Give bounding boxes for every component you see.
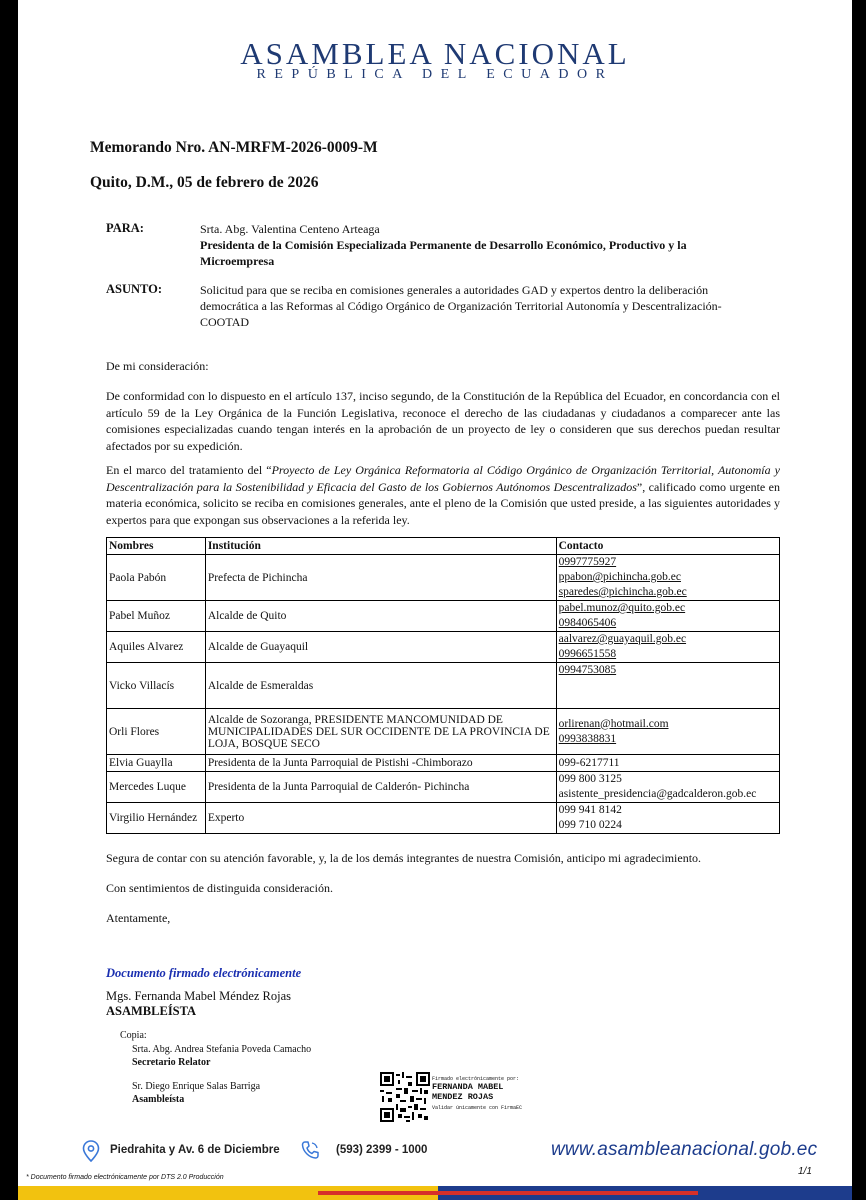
table-row bbox=[107, 755, 780, 772]
cell-institution: Alcalde de Guayaquil bbox=[205, 632, 556, 663]
copy-role: Asambleísta bbox=[132, 1094, 185, 1105]
cell-institution: Prefecta de Pichincha bbox=[205, 555, 556, 601]
copy-name: Srta. Abg. Andrea Stefania Poveda Camacho bbox=[132, 1044, 312, 1055]
cell-institution: Alcalde de Quito bbox=[205, 601, 556, 632]
table-row bbox=[107, 709, 780, 755]
phone-svg bbox=[300, 1140, 320, 1160]
copy-1 bbox=[132, 1043, 311, 1069]
memo-number: Memorando Nro. AN-MRFM-2026-0009-M bbox=[90, 139, 378, 156]
table-row bbox=[107, 555, 780, 601]
cell-name: Paola Pabón bbox=[107, 555, 206, 601]
contact-email-link[interactable]: ppabon@pichincha.gob.ec bbox=[558, 571, 681, 583]
contact-email-link[interactable]: sparedes@pichincha.gob.ec bbox=[558, 586, 687, 598]
closing-1: Segura de contar con su atención favorable, y, la de los demás integrantes de nuestra Comisión, anticipo mi agradecimiento. bbox=[106, 851, 702, 865]
stamp-line-3: MENDEZ ROJAS bbox=[432, 1092, 494, 1102]
copy-role: Secretario Relator bbox=[132, 1057, 211, 1068]
footer-note: * Documento firmado electrónicamente por DTS 2.0 Producción bbox=[26, 1174, 224, 1181]
cell-institution: Alcalde de Sozoranga, PRESIDENTE MANCOMUNIDAD DE MUNICIPALIDADES DEL SUR OCCIDENTE DE LA PROVINCIA DE LOJA, BOSQUE SECO bbox=[205, 709, 556, 755]
contact-email: asistente_presidencia@gadcalderon.gob.ec bbox=[558, 788, 757, 800]
recipient-name: Srta. Abg. Valentina Centeno Arteaga bbox=[200, 222, 380, 236]
contact-phone[interactable]: 0993838831 bbox=[558, 732, 617, 745]
contact-phone: 099 710 0224 bbox=[558, 819, 622, 831]
cell-contact bbox=[556, 601, 779, 632]
contact-email-link[interactable]: aalvarez@guayaquil.gob.ec bbox=[558, 633, 687, 645]
contact-phone: 099 800 3125 bbox=[558, 773, 622, 785]
cell-name: Mercedes Luque bbox=[107, 772, 206, 803]
footer-color-band bbox=[18, 1186, 852, 1200]
paragraph-1: De conformidad con lo dispuesto en el artículo 137, inciso segundo, de la Constitución de la República del Ecuador, en concordancia con el artículo 59 de la Ley Orgánica de la Función Legislativa, reconoce el derecho de las ciudadanas y ciudadanos a comparecer ante las comisiones especializadas cuando tengan interés en la aprobación de un proyecto de ley o consideren que sus derechos puedan resultar afectados por su expedición. bbox=[106, 389, 780, 453]
cell-contact bbox=[556, 709, 779, 755]
header-contact: Contacto bbox=[556, 538, 779, 555]
phone-icon bbox=[300, 1140, 320, 1165]
table-row bbox=[107, 772, 780, 803]
copy-2 bbox=[132, 1080, 260, 1106]
cell-institution: Presidenta de la Junta Parroquial de Calderón- Pichincha bbox=[205, 772, 556, 803]
paragraph-2-before: En el marco del tratamiento del “ bbox=[106, 463, 272, 477]
cell-name: Orli Flores bbox=[107, 709, 206, 755]
cell-contact bbox=[556, 632, 779, 663]
cell-institution: Experto bbox=[205, 803, 556, 834]
contact-email-link[interactable]: orlirenan@hotmail.com bbox=[558, 717, 669, 730]
footer-phone: (593) 2399 - 1000 bbox=[336, 1144, 428, 1156]
table-row bbox=[107, 803, 780, 834]
stamp-line-2: FERNANDA MABEL bbox=[432, 1082, 504, 1092]
closing-2: Con sentimientos de distinguida consideración. bbox=[106, 881, 333, 895]
logo-subtitle: REPÚBLICA DEL ECUADOR bbox=[256, 67, 614, 82]
paragraph-2 bbox=[106, 462, 780, 528]
contact-phone[interactable]: 0997775927 bbox=[558, 556, 617, 568]
asunto-label: ASUNTO: bbox=[106, 282, 163, 296]
recipient-role: Presidenta de la Comisión Especializada Permanente de Desarrollo Económico, Productivo y la Microempresa bbox=[200, 238, 687, 268]
document-page bbox=[18, 0, 852, 1200]
contact-phone: 099 941 8142 bbox=[558, 804, 622, 816]
footer-address: Piedrahita y Av. 6 de Diciembre bbox=[110, 1144, 280, 1156]
stamp-line-1: Firmado electrónicamente por: bbox=[432, 1076, 520, 1082]
cell-contact bbox=[556, 772, 779, 803]
signer-role: ASAMBLEÍSTA bbox=[106, 1004, 197, 1018]
contact-phone: 099-6217711 bbox=[558, 756, 620, 769]
header-names: Nombres bbox=[107, 538, 206, 555]
bill-title: Proyecto de Ley Orgánica Reformatoria al Código Orgánico de Organización Territorial, Autonomía y Descentralización para la Sostenibilidad y Eficacia del Gasto de los Gobiernos Autónomos Descentralizados bbox=[106, 463, 781, 494]
cell-contact bbox=[556, 803, 779, 834]
date-line: Quito, D.M., 05 de febrero de 2026 bbox=[90, 174, 319, 191]
qr-code-graphic bbox=[380, 1072, 430, 1122]
asunto-text: Solicitud para que se reciba en comisiones generales a autoridades GAD y expertos dentro la deliberación democrática a las Reformas al Código Orgánico de Organización Territorial Autonomía y Descentralización-COOTAD bbox=[200, 283, 722, 329]
cell-contact bbox=[556, 755, 779, 772]
cell-name: Virgilio Hernández bbox=[107, 803, 206, 834]
logo-title: ASAMBLEA NACIONAL bbox=[240, 36, 630, 71]
cell-contact bbox=[556, 555, 779, 601]
footer-band-red bbox=[318, 1191, 698, 1195]
cell-institution: Presidenta de la Junta Parroquial de Pistishi -Chimborazo bbox=[205, 755, 556, 772]
signed-electronically-note: Documento firmado electrónicamente bbox=[106, 966, 302, 980]
contact-phone[interactable]: 0996651558 bbox=[558, 648, 617, 660]
table-row bbox=[107, 601, 780, 632]
location-pin-icon bbox=[82, 1140, 100, 1167]
guests-table bbox=[106, 537, 780, 834]
cell-institution: Alcalde de Esmeraldas bbox=[205, 663, 556, 709]
cell-name: Aquiles Alvarez bbox=[107, 632, 206, 663]
closing-3: Atentamente, bbox=[106, 911, 171, 925]
signer-name: Mgs. Fernanda Mabel Méndez Rojas bbox=[106, 989, 292, 1003]
footer-website-link[interactable]: www.asambleanacional.gob.ec bbox=[551, 1139, 818, 1160]
location-pin-svg bbox=[82, 1140, 100, 1162]
stamp-line-4: Validar únicamente con FirmaEC bbox=[432, 1105, 523, 1111]
paragraph-2-after: ”, calificado como urgente en materia económica, solicito se reciba en comisiones generales, ante el pleno de la Comisión que usted preside, a las siguientes autoridades y expertos para que expongan sus observaciones a la referida ley. bbox=[106, 479, 780, 527]
contact-email-link[interactable]: pabel.munoz@quito.gob.ec bbox=[558, 602, 686, 614]
greeting: De mi consideración: bbox=[106, 359, 209, 373]
cell-name: Vicko Villacís bbox=[107, 663, 206, 709]
copy-name: Sr. Diego Enrique Salas Barriga bbox=[132, 1081, 261, 1092]
cell-name: Elvia Guaylla bbox=[107, 755, 206, 772]
cell-name: Pabel Muñoz bbox=[107, 601, 206, 632]
contact-phone[interactable]: 0994753085 bbox=[558, 664, 617, 676]
para-block bbox=[200, 221, 755, 269]
cell-contact bbox=[556, 663, 779, 709]
electronic-signature-stamp bbox=[432, 1076, 522, 1111]
page-number: 1/1 bbox=[798, 1166, 812, 1177]
para-label: PARA: bbox=[106, 221, 144, 235]
table-row bbox=[107, 632, 780, 663]
qr-code-icon bbox=[380, 1072, 430, 1122]
table-row bbox=[107, 663, 780, 709]
header-institution: Institución bbox=[205, 538, 556, 555]
copy-label: Copia: bbox=[120, 1030, 147, 1041]
table-header-row bbox=[107, 538, 780, 555]
contact-phone[interactable]: 0984065406 bbox=[558, 617, 617, 629]
